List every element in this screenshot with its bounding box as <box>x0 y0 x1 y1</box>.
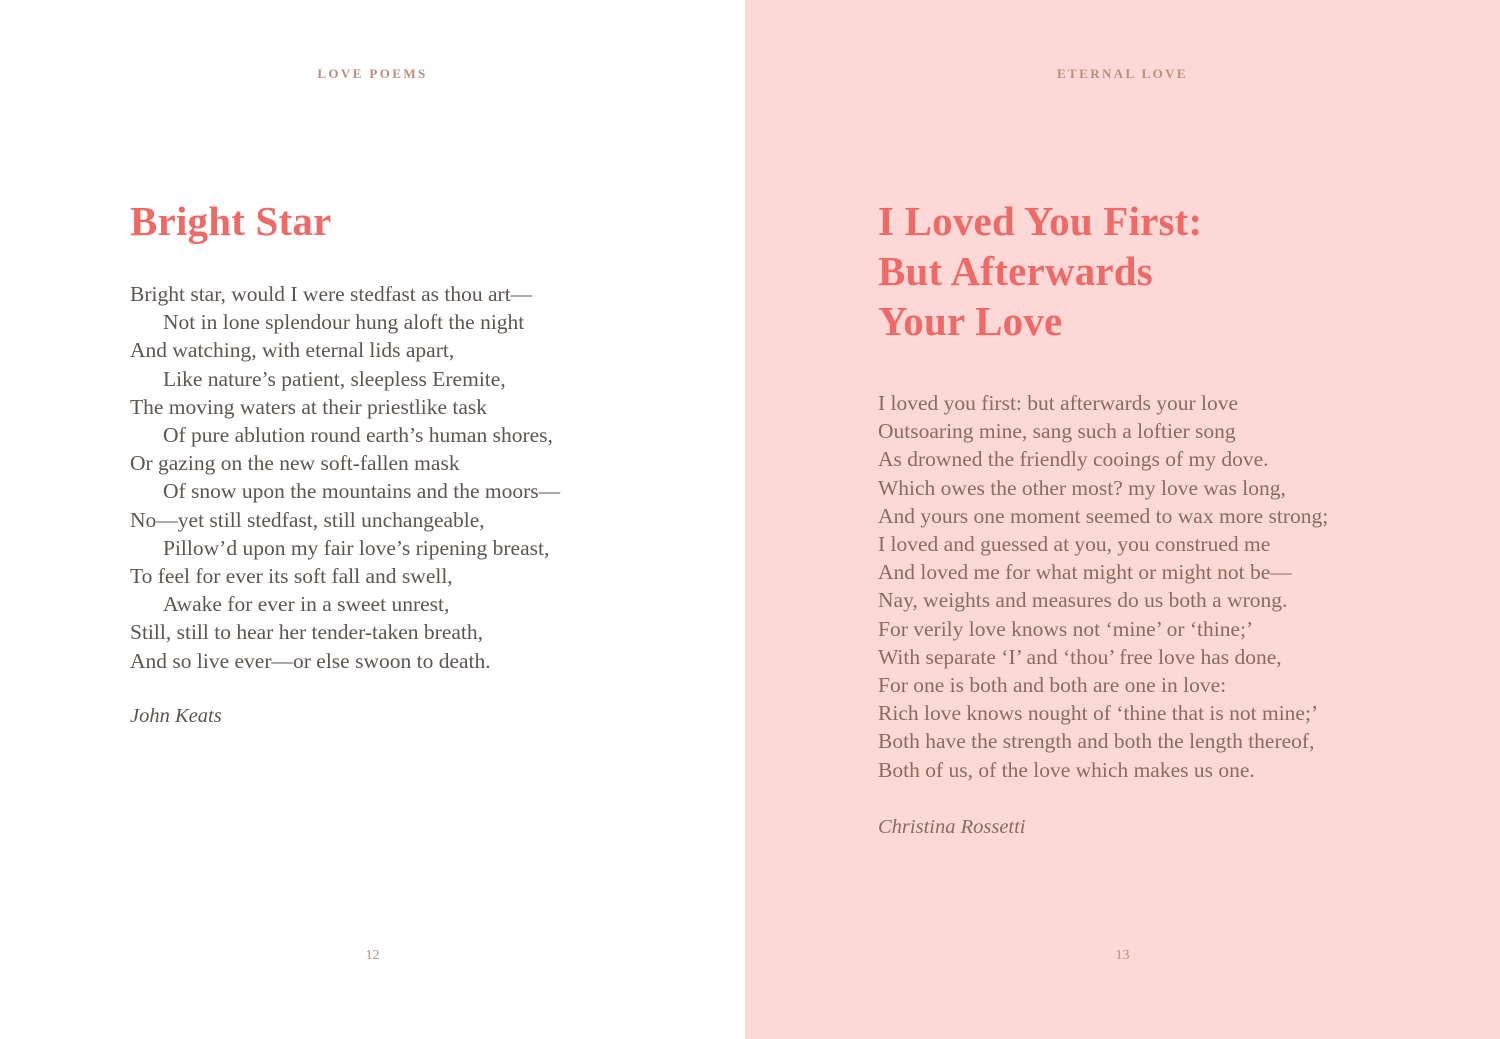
poem-title-line: Your Love <box>878 298 1063 345</box>
poem-line: Both have the strength and both the length thereof, <box>878 729 1315 754</box>
poem-line: Of snow upon the mountains and the moors— <box>163 479 561 504</box>
poem-line: And yours one moment seemed to wax more strong; <box>878 503 1329 528</box>
poem-line: Or gazing on the new soft-fallen mask <box>130 451 460 476</box>
poem-line: To feel for ever its soft fall and swell, <box>130 564 453 589</box>
poem-line: For one is both and both are one in love: <box>878 673 1227 698</box>
poem-title-left: Bright Star <box>130 198 332 244</box>
poem-line: As drowned the friendly cooings of my dove. <box>878 447 1269 472</box>
poem-body-right <box>878 389 1438 784</box>
poem-author-right: Christina Rossetti <box>878 815 1026 838</box>
poem-line: Not in lone splendour hung aloft the night <box>163 310 525 335</box>
running-head-left: LOVE POEMS <box>317 66 428 81</box>
poem-line: No—yet still stedfast, still unchangeable, <box>130 507 485 532</box>
page-number-right: 13 <box>1115 948 1130 963</box>
page-number-left: 12 <box>365 948 380 963</box>
poem-title-line: But Afterwards <box>878 248 1153 295</box>
poem-right <box>878 196 1438 839</box>
poem-line: Nay, weights and measures do us both a wrong. <box>878 588 1288 613</box>
poem-title-right <box>878 196 1438 346</box>
poem-line: I loved you first: but afterwards your love <box>878 391 1239 416</box>
poem-line: Outsoaring mine, sang such a loftier song <box>878 419 1236 444</box>
poem-line: And loved me for what might or might not be— <box>878 560 1292 585</box>
poem-left <box>130 196 690 728</box>
left-page <box>0 0 745 1039</box>
poem-line: The moving waters at their priestlike task <box>130 394 488 419</box>
right-page <box>745 0 1500 1039</box>
poem-line: Of pure ablution round earth’s human shores, <box>163 423 553 448</box>
poem-line: Rich love knows nought of ‘thine that is not mine;’ <box>878 701 1319 726</box>
poem-body-left <box>130 280 690 675</box>
poem-line: With separate ‘I’ and ‘thou’ free love has done, <box>878 644 1282 669</box>
poem-line: For verily love knows not ‘mine’ or ‘thine;’ <box>878 616 1254 641</box>
poem-line: Which owes the other most? my love was long, <box>878 475 1286 500</box>
poem-line: And watching, with eternal lids apart, <box>130 338 455 363</box>
poem-line: Both of us, of the love which makes us one. <box>878 757 1255 782</box>
poem-line: And so live ever—or else swoon to death. <box>130 648 491 673</box>
poem-title-line: I Loved You First: <box>878 198 1203 244</box>
poem-line: Still, still to hear her tender-taken breath, <box>130 620 484 645</box>
running-head-right: ETERNAL LOVE <box>1056 66 1189 81</box>
poem-line: Awake for ever in a sweet unrest, <box>163 592 450 617</box>
poem-line: I loved and guessed at you, you construed me <box>878 532 1271 557</box>
poem-line: Pillow’d upon my fair love’s ripening breast, <box>163 535 550 560</box>
poem-author-left: John Keats <box>130 704 222 727</box>
poem-line: Like nature’s patient, sleepless Eremite, <box>163 366 506 391</box>
poem-line: Bright star, would I were stedfast as thou art— <box>130 282 533 307</box>
